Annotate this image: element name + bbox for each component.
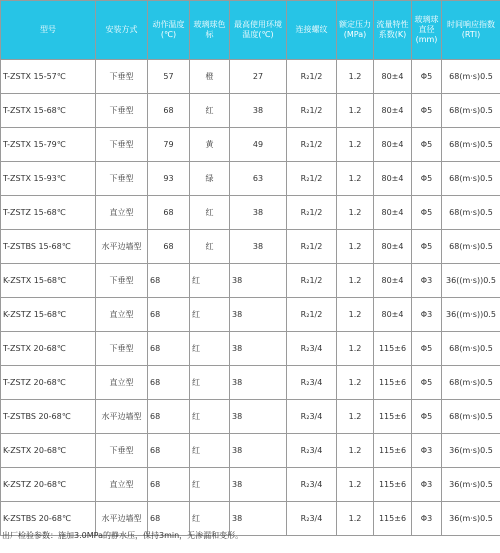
cell-mount: 直立型 — [96, 196, 148, 230]
cell-model: T-ZSTX 15-57℃ — [1, 60, 96, 94]
cell-rti: 36(m·s)0.5 — [442, 434, 500, 468]
cell-thread: R₂1/2 — [287, 60, 337, 94]
cell-mount: 水平边墙型 — [96, 230, 148, 264]
cell-press: 1.2 — [337, 366, 374, 400]
cell-flow: 115±6 — [374, 366, 412, 400]
cell-flow: 80±4 — [374, 128, 412, 162]
table-row — [1, 60, 500, 94]
cell-thread: R₂1/2 — [287, 128, 337, 162]
cell-press: 1.2 — [337, 60, 374, 94]
cell-model: T-ZSTZ 15-68℃ — [1, 196, 96, 230]
table-row — [1, 162, 500, 196]
cell-color: 红 — [190, 502, 230, 536]
cell-envt: 38 — [230, 502, 287, 536]
cell-flow: 115±6 — [374, 502, 412, 536]
cell-color: 橙 — [190, 60, 230, 94]
cell-rti: 36((m·s))0.5 — [442, 298, 500, 332]
cell-mount: 下垂型 — [96, 332, 148, 366]
cell-mount: 直立型 — [96, 298, 148, 332]
table-row — [1, 94, 500, 128]
table-row — [1, 366, 500, 400]
cell-press: 1.2 — [337, 230, 374, 264]
cell-flow: 80±4 — [374, 162, 412, 196]
table-row — [1, 128, 500, 162]
table-body — [1, 60, 500, 536]
cell-press: 1.2 — [337, 162, 374, 196]
cell-color: 红 — [190, 196, 230, 230]
cell-envt: 38 — [230, 366, 287, 400]
cell-rti: 36((m·s))0.5 — [442, 264, 500, 298]
cell-rti: 68(m·s)0.5 — [442, 128, 500, 162]
table-row — [1, 264, 500, 298]
cell-flow: 80±4 — [374, 298, 412, 332]
cell-envt: 38 — [230, 94, 287, 128]
cell-model: K-ZSTBS 20-68℃ — [1, 502, 96, 536]
cell-color: 红 — [190, 94, 230, 128]
cell-press: 1.2 — [337, 196, 374, 230]
cell-thread: R₂1/2 — [287, 162, 337, 196]
cell-mount: 下垂型 — [96, 94, 148, 128]
cell-dia: Φ5 — [412, 332, 442, 366]
cell-temp: 68 — [148, 230, 190, 264]
cell-dia: Φ5 — [412, 128, 442, 162]
cell-dia: Φ3 — [412, 298, 442, 332]
cell-flow: 80±4 — [374, 94, 412, 128]
cell-color: 红 — [190, 434, 230, 468]
cell-flow: 80±4 — [374, 196, 412, 230]
cell-rti: 68(m·s)0.5 — [442, 196, 500, 230]
cell-color: 红 — [190, 264, 230, 298]
cell-model: T-ZSTX 15-68℃ — [1, 94, 96, 128]
cell-model: T-ZSTX 15-93℃ — [1, 162, 96, 196]
header-temp: 动作温度(℃) — [148, 1, 190, 60]
cell-envt: 38 — [230, 264, 287, 298]
cell-flow: 80±4 — [374, 60, 412, 94]
cell-rti: 68(m·s)0.5 — [442, 332, 500, 366]
cell-temp: 68 — [148, 468, 190, 502]
cell-press: 1.2 — [337, 502, 374, 536]
cell-color: 红 — [190, 332, 230, 366]
cell-dia: Φ3 — [412, 434, 442, 468]
cell-rti: 68(m·s)0.5 — [442, 366, 500, 400]
cell-temp: 68 — [148, 196, 190, 230]
cell-mount: 下垂型 — [96, 60, 148, 94]
cell-press: 1.2 — [337, 264, 374, 298]
cell-temp: 79 — [148, 128, 190, 162]
cell-model: K-ZSTX 20-68℃ — [1, 434, 96, 468]
cell-temp: 68 — [148, 400, 190, 434]
cell-thread: R₂1/2 — [287, 196, 337, 230]
header-rti: 时间响应指数(RTI) — [442, 1, 500, 60]
cell-mount: 直立型 — [96, 366, 148, 400]
cell-flow: 115±6 — [374, 468, 412, 502]
cell-temp: 68 — [148, 332, 190, 366]
cell-color: 红 — [190, 468, 230, 502]
cell-dia: Φ5 — [412, 400, 442, 434]
cell-dia: Φ5 — [412, 60, 442, 94]
cell-envt: 38 — [230, 468, 287, 502]
table-row — [1, 196, 500, 230]
cell-thread: R₂3/4 — [287, 502, 337, 536]
cell-rti: 68(m·s)0.5 — [442, 162, 500, 196]
cell-press: 1.2 — [337, 332, 374, 366]
cell-press: 1.2 — [337, 468, 374, 502]
cell-envt: 38 — [230, 298, 287, 332]
cell-press: 1.2 — [337, 434, 374, 468]
cell-model: T-ZSTZ 20-68℃ — [1, 366, 96, 400]
cell-envt: 63 — [230, 162, 287, 196]
header-dia: 玻璃球直径(mm) — [412, 1, 442, 60]
cell-press: 1.2 — [337, 128, 374, 162]
cell-model: K-ZSTZ 15-68℃ — [1, 298, 96, 332]
cell-model: K-ZSTZ 20-68℃ — [1, 468, 96, 502]
cell-thread: R₂1/2 — [287, 264, 337, 298]
cell-envt: 38 — [230, 332, 287, 366]
cell-model: T-ZSTBS 20-68℃ — [1, 400, 96, 434]
table-row — [1, 230, 500, 264]
cell-thread: R₂1/2 — [287, 94, 337, 128]
cell-color: 红 — [190, 366, 230, 400]
cell-dia: Φ5 — [412, 162, 442, 196]
cell-mount: 下垂型 — [96, 162, 148, 196]
table-row — [1, 332, 500, 366]
cell-color: 绿 — [190, 162, 230, 196]
cell-envt: 38 — [230, 196, 287, 230]
cell-dia: Φ3 — [412, 502, 442, 536]
cell-rti: 68(m·s)0.5 — [442, 400, 500, 434]
cell-temp: 68 — [148, 94, 190, 128]
cell-temp: 57 — [148, 60, 190, 94]
cell-dia: Φ5 — [412, 94, 442, 128]
header-model: 型号 — [1, 1, 96, 60]
header-thread: 连接螺纹 — [287, 1, 337, 60]
cell-envt: 38 — [230, 400, 287, 434]
footer-note: 出厂检验参数：施加3.0MPa的静水压，保持3min，无渗漏和变形。 — [2, 531, 244, 540]
cell-thread: R₂3/4 — [287, 332, 337, 366]
cell-dia: Φ5 — [412, 196, 442, 230]
cell-rti: 36(m·s)0.5 — [442, 502, 500, 536]
header-flow: 流量特性系数(K) — [374, 1, 412, 60]
table-row — [1, 400, 500, 434]
cell-mount: 直立型 — [96, 468, 148, 502]
cell-model: K-ZSTX 15-68℃ — [1, 264, 96, 298]
cell-thread: R₂3/4 — [287, 400, 337, 434]
cell-thread: R₂1/2 — [287, 230, 337, 264]
cell-dia: Φ5 — [412, 366, 442, 400]
cell-color: 红 — [190, 230, 230, 264]
cell-envt: 38 — [230, 230, 287, 264]
cell-dia: Φ3 — [412, 264, 442, 298]
cell-flow: 115±6 — [374, 332, 412, 366]
cell-thread: R₂3/4 — [287, 434, 337, 468]
cell-mount: 下垂型 — [96, 128, 148, 162]
cell-temp: 93 — [148, 162, 190, 196]
cell-envt: 38 — [230, 434, 287, 468]
cell-flow: 115±6 — [374, 400, 412, 434]
cell-dia: Φ5 — [412, 230, 442, 264]
cell-model: T-ZSTBS 15-68℃ — [1, 230, 96, 264]
cell-color: 黄 — [190, 128, 230, 162]
header-press: 额定压力(MPa) — [337, 1, 374, 60]
header-color: 玻璃球色标 — [190, 1, 230, 60]
cell-thread: R₂1/2 — [287, 298, 337, 332]
cell-model: T-ZSTX 15-79℃ — [1, 128, 96, 162]
header-envt: 最高使用环境温度(℃) — [230, 1, 287, 60]
cell-temp: 68 — [148, 366, 190, 400]
cell-mount: 水平边墙型 — [96, 400, 148, 434]
cell-temp: 68 — [148, 298, 190, 332]
header-mount: 安装方式 — [96, 1, 148, 60]
table-row — [1, 298, 500, 332]
cell-thread: R₂3/4 — [287, 366, 337, 400]
cell-dia: Φ3 — [412, 468, 442, 502]
table-row — [1, 468, 500, 502]
cell-envt: 49 — [230, 128, 287, 162]
cell-color: 红 — [190, 298, 230, 332]
cell-press: 1.2 — [337, 94, 374, 128]
cell-flow: 115±6 — [374, 434, 412, 468]
cell-mount: 下垂型 — [96, 264, 148, 298]
cell-rti: 68(m·s)0.5 — [442, 230, 500, 264]
table-row — [1, 434, 500, 468]
cell-mount: 下垂型 — [96, 434, 148, 468]
cell-flow: 80±4 — [374, 230, 412, 264]
cell-temp: 68 — [148, 434, 190, 468]
cell-model: T-ZSTX 20-68℃ — [1, 332, 96, 366]
cell-rti: 68(m·s)0.5 — [442, 60, 500, 94]
cell-flow: 80±4 — [374, 264, 412, 298]
cell-temp: 68 — [148, 264, 190, 298]
cell-rti: 68(m·s)0.5 — [442, 94, 500, 128]
cell-temp: 68 — [148, 502, 190, 536]
cell-envt: 27 — [230, 60, 287, 94]
cell-rti: 36(m·s)0.5 — [442, 468, 500, 502]
cell-press: 1.2 — [337, 298, 374, 332]
cell-press: 1.2 — [337, 400, 374, 434]
header-row — [1, 1, 500, 60]
cell-mount: 水平边墙型 — [96, 502, 148, 536]
cell-color: 红 — [190, 400, 230, 434]
cell-thread: R₂3/4 — [287, 468, 337, 502]
